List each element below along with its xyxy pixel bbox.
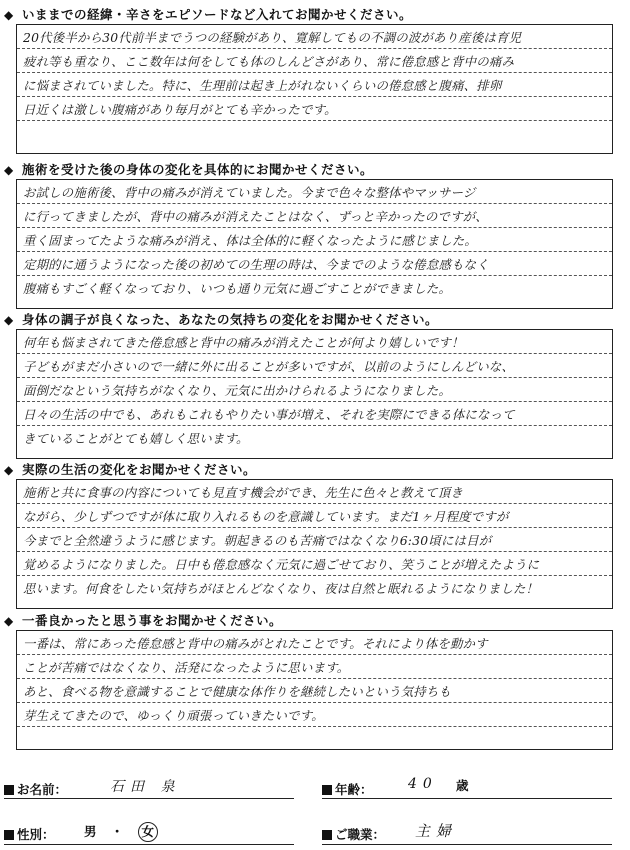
diamond-icon: ◆ <box>4 313 14 327</box>
gender-label-text: 性別： <box>17 827 55 842</box>
name-value: 石田 泉 <box>110 779 181 795</box>
section-2-line: 重く固まってたような痛みが消え、体は全体的に軽くなったように感じました。 <box>17 228 612 252</box>
age-unit: 歳 <box>456 778 475 793</box>
section-2-box <box>16 179 613 309</box>
section-1-line: 20代後半から30代前半までうつの経験があり、寛解してもの不調の波があり産後は育児 <box>17 25 612 49</box>
section-4-heading-text: 実際の生活の変化をお聞かせください。 <box>22 462 257 477</box>
section-5-line: 芽生えてきたので、ゆっくり頑張っていきたいです。 <box>17 703 612 727</box>
section-5-line <box>17 727 612 749</box>
gender-label <box>4 825 55 843</box>
section-4-line: 施術と共に食事の内容についても見直す機会ができ、先生に色々と教えて頂き <box>17 480 612 504</box>
gender-female: 女 <box>141 824 154 839</box>
section-2-heading <box>4 160 373 178</box>
section-1-heading-text: いままでの経緯・辛さをエピソードなど入れてお聞かせください。 <box>22 7 413 22</box>
section-5-line: あと、食べる物を意識することで健康な体作りを継続したいという気持ちも <box>17 679 612 703</box>
section-2-line: 腹痛もすごく軽くなっており、いつも通り元気に過ごすことができました。 <box>23 281 452 296</box>
section-4-line: ながら、少しずつですが体に取り入れるものを意識しています。まだ1ヶ月程度ですが <box>17 504 612 528</box>
section-2-line: お試しの施術後、背中の痛みが消えていました。今まで色々な整体やマッサージ <box>17 180 612 204</box>
age-label <box>322 780 373 798</box>
occupation-label <box>322 825 385 843</box>
occupation-underline <box>322 844 612 845</box>
section-4-heading <box>4 460 256 478</box>
section-2-heading-text: 施術を受けた後の身体の変化を具体的にお聞かせください。 <box>22 162 374 177</box>
section-4-line: 思います。何食をしたい気持ちがほとんどなくなり、夜は自然と眠れるようになりました！ <box>23 581 539 596</box>
section-4-line: 覚めるようになりました。日中も倦怠感なく元気に過ごせており、笑うことが増えたように <box>17 552 612 576</box>
age-underline <box>322 798 612 799</box>
occupation-value: 主婦 <box>415 822 458 840</box>
gender-female-circled <box>138 822 158 842</box>
section-1-heading <box>4 5 412 23</box>
gender-separator: ・ <box>110 824 126 839</box>
section-3-heading <box>4 310 438 328</box>
section-1-line: に悩まされていました。特に、生理前は起き上がれないくらいの倦怠感と腹痛、排卵 <box>17 73 612 97</box>
section-2-line: 定期的に通うようになった後の初めての生理の時は、今までのような倦怠感もなく <box>17 252 612 276</box>
square-bullet-icon <box>322 830 332 840</box>
section-3-line: 子どもがまだ小さいので一緒に外に出ることが多いですが、以前のようにしんどいな、 <box>17 354 612 378</box>
section-5-line: ことが苦痛ではなくなり、活発になったように思います。 <box>17 655 612 679</box>
name-label-text: お名前： <box>17 782 68 797</box>
section-3-line: 日々の生活の中でも、あれもこれもやりたい事が増え、それを実際にできる体になって <box>17 402 612 426</box>
age-value: 40 <box>408 776 438 792</box>
section-1-line: 疲れ等も重なり、ここ数年は何をしても体のしんどさがあり、常に倦怠感と背中の痛み <box>17 49 612 73</box>
section-5-heading-text: 一番良かったと思う事をお聞かせください。 <box>22 613 283 628</box>
section-1-box <box>16 24 613 154</box>
section-2-line: に行ってきましたが、背中の痛みが消えたことはなく、ずっと辛かったのですが、 <box>17 204 612 228</box>
name-underline <box>4 798 294 799</box>
gender-options <box>84 822 158 842</box>
section-3-line: 面倒だなという気持ちがなくなり、元気に出かけられるようになりました。 <box>17 378 612 402</box>
section-1-line <box>17 121 612 144</box>
section-1-line: 日近くは激しい腹痛があり毎月がとても辛かったです。 <box>17 97 612 121</box>
gender-male: 男 <box>84 824 99 839</box>
age-label-text: 年齢： <box>335 782 373 797</box>
occupation-label-text: ご職業： <box>335 827 386 842</box>
section-4-line: 今までと全然違うように感じます。朝起きるのも苦痛ではなくなり6:30頃には目が <box>17 528 612 552</box>
square-bullet-icon <box>322 785 332 795</box>
section-5-box <box>16 630 613 750</box>
section-3-line: きていることがとても嬉しく思います。 <box>23 431 249 446</box>
section-3-heading-text: 身体の調子が良くなった、あなたの気持ちの変化をお聞かせください。 <box>22 312 439 327</box>
gender-underline <box>4 844 294 845</box>
section-5-line: 一番は、常にあった倦怠感と背中の痛みがとれたことです。それにより体を動かす <box>17 631 612 655</box>
diamond-icon: ◆ <box>4 8 14 22</box>
section-4-box <box>16 479 613 609</box>
square-bullet-icon <box>4 785 14 795</box>
diamond-icon: ◆ <box>4 614 14 628</box>
section-5-heading <box>4 611 282 629</box>
section-3-line: 何年も悩まされてきた倦怠感と背中の痛みが消えたことが何より嬉しいです！ <box>17 330 612 354</box>
name-label <box>4 780 67 798</box>
diamond-icon: ◆ <box>4 463 14 477</box>
diamond-icon: ◆ <box>4 163 14 177</box>
section-3-box <box>16 329 613 459</box>
square-bullet-icon <box>4 830 14 840</box>
